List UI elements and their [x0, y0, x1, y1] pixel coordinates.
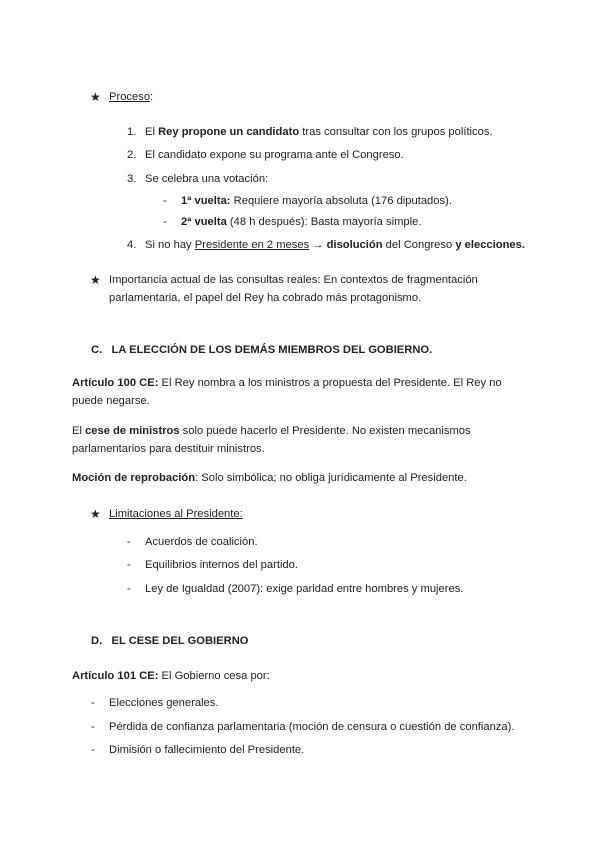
mocion-label: Moción de reprobación: [72, 472, 196, 484]
dash-bullet: -: [91, 697, 95, 709]
step-number: 1.: [127, 126, 137, 138]
step-4-pre: Si no hay: [145, 239, 195, 251]
vuelta-1: [181, 192, 452, 210]
importancia-line-1: Importancia actual de las consultas reales: En contextos de fragmentación: [109, 274, 478, 286]
step-number: 3.: [127, 173, 137, 185]
limitaciones-heading: [109, 505, 243, 523]
limitaciones-label: Limitaciones al Presidente:: [109, 508, 243, 520]
arrow-icon: →: [309, 239, 327, 251]
step-4-text: [145, 236, 525, 254]
art101-line: [72, 667, 270, 685]
step-4-mid: del Congreso: [382, 239, 456, 251]
star-bullet-icon: ★: [90, 273, 101, 287]
limitacion-item: Ley de Igualdad (2007): exige paridad entre hombres y mujeres.: [145, 583, 464, 595]
step-1-pre: El: [145, 126, 159, 138]
vuelta-2: [181, 213, 421, 231]
vuelta-1-text: Requiere mayoría absoluta (176 diputados).: [230, 195, 452, 207]
cese-text: solo puede hacerlo el Presidente. No existen mecanismos: [179, 425, 471, 437]
section-d-title: D. EL CESE DEL GOBIERNO: [91, 635, 249, 647]
step-1-bold: Rey propone un candidato: [158, 126, 300, 138]
causa-item: Elecciones generales.: [109, 697, 219, 709]
step-2-text: El candidato expone su programa ante el Congreso.: [145, 149, 404, 161]
dash-bullet: -: [127, 536, 131, 548]
step-4-bold-disolucion: disolución: [326, 239, 383, 251]
step-number: 2.: [127, 149, 137, 161]
proceso-label: Proceso: [109, 91, 151, 103]
dash-bullet: -: [163, 195, 167, 207]
vuelta-2-label: 2ª vuelta: [181, 216, 227, 228]
cese-bold: cese de ministros: [85, 425, 180, 437]
art100-text: El Rey nombra a los ministros a propuesta del Presidente. El Rey no: [158, 377, 502, 389]
section-c-title: C. LA ELECCIÓN DE LOS DEMÁS MIEMBROS DEL GOBIERNO.: [91, 344, 433, 356]
dash-bullet: -: [91, 744, 95, 756]
dash-bullet: -: [163, 216, 167, 228]
dash-bullet: -: [91, 721, 95, 733]
step-4-underline: Presidente en 2 meses: [194, 239, 310, 251]
cese-line-2: parlamentarios para destituir ministros.: [72, 443, 265, 455]
importancia-line-2: parlamentaria, el papel del Rey ha cobrado más protagonismo.: [109, 292, 422, 304]
mocion-text: : Solo simbólica; no obliga jurídicamente al Presidente.: [195, 472, 467, 484]
causa-item: Dimisión o fallecimiento del Presidente.: [109, 744, 305, 756]
cese-pre: El: [72, 425, 86, 437]
mocion-line: [72, 469, 467, 487]
step-1-post: tras consultar con los grupos políticos.: [299, 126, 493, 138]
step-4-bold-elecciones: y elecciones.: [455, 239, 525, 251]
step-1-text: [145, 123, 493, 141]
limitacion-item: Equilibrios internos del partido.: [145, 559, 298, 571]
causa-item: Pérdida de confianza parlamentaria (moción de censura o cuestión de confianza).: [109, 721, 515, 733]
cese-line-1: [72, 422, 471, 440]
step-number: 4.: [127, 239, 137, 251]
proceso-heading: [109, 88, 153, 106]
art101-label: Artículo 101 CE:: [72, 670, 159, 682]
limitacion-item: Acuerdos de coalición.: [145, 536, 258, 548]
star-bullet-icon: ★: [90, 507, 101, 521]
vuelta-1-label: 1ª vuelta:: [181, 195, 231, 207]
vuelta-2-text: (48 h después): Basta mayoría simple.: [226, 216, 422, 228]
art100-line-1: [72, 374, 502, 392]
star-bullet-icon: ★: [90, 90, 101, 104]
dash-bullet: -: [127, 583, 131, 595]
art101-text: El Gobierno cesa por:: [158, 670, 270, 682]
art100-line-2: puede negarse.: [72, 395, 150, 407]
dash-bullet: -: [127, 559, 131, 571]
art100-label: Artículo 100 CE:: [72, 377, 159, 389]
proceso-colon: :: [150, 91, 154, 103]
step-3-text: Se celebra una votación:: [145, 173, 269, 185]
